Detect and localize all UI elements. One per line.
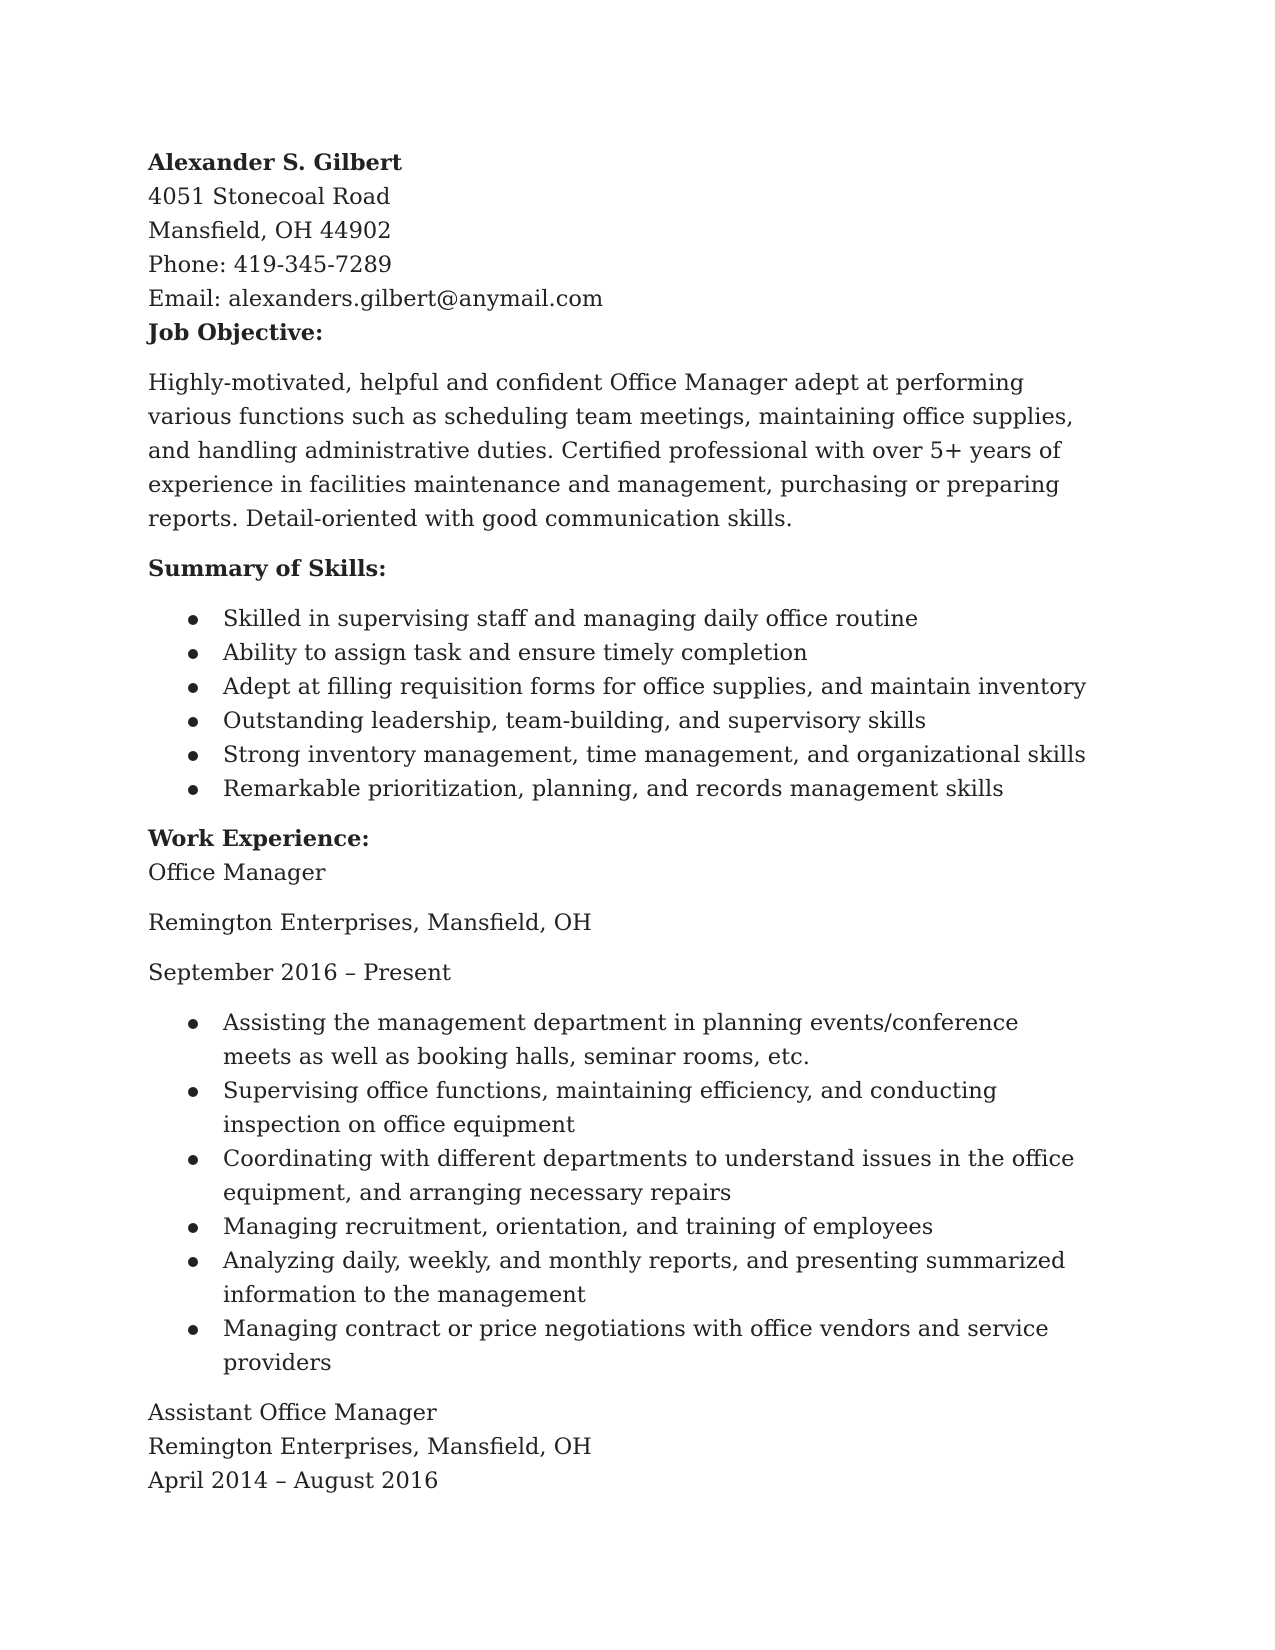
list-item: Coordinating with different departments to understand issues in the office equipment, and arranging necessary repairs bbox=[148, 1142, 1083, 1210]
list-item: Analyzing daily, weekly, and monthly reports, and presenting summarized information to the management bbox=[148, 1244, 1083, 1312]
skills-list bbox=[148, 602, 1148, 806]
skills-heading: Summary of Skills: bbox=[148, 556, 387, 582]
bullet-icon bbox=[188, 1019, 198, 1029]
experience-heading: Work Experience: bbox=[148, 826, 370, 852]
address-line-1: 4051 Stonecoal Road bbox=[148, 184, 391, 210]
bullet-icon bbox=[188, 1223, 198, 1233]
bullet-icon bbox=[188, 717, 198, 727]
list-item: Skilled in supervising staff and managing daily office routine bbox=[148, 602, 1148, 636]
list-item: Strong inventory management, time management, and organizational skills bbox=[148, 738, 1148, 772]
bullet-icon bbox=[188, 1155, 198, 1165]
bullet-icon bbox=[188, 649, 198, 659]
bullet-icon bbox=[188, 751, 198, 761]
list-item: Adept at filling requisition forms for office supplies, and maintain inventory bbox=[148, 670, 1148, 704]
list-item: Remarkable prioritization, planning, and records management skills bbox=[148, 772, 1148, 806]
objective-heading: Job Objective: bbox=[148, 320, 324, 346]
resume-document bbox=[148, 146, 1148, 1498]
bullet-icon bbox=[188, 1257, 198, 1267]
bullet-icon bbox=[188, 615, 198, 625]
list-item: Outstanding leadership, team-building, and supervisory skills bbox=[148, 704, 1148, 738]
list-item: Assisting the management department in planning events/conference meets as well as booking halls, seminar rooms, etc. bbox=[148, 1006, 1083, 1074]
candidate-name: Alexander S. Gilbert bbox=[148, 150, 403, 176]
email-address: Email: alexanders.gilbert@anymail.com bbox=[148, 286, 604, 312]
job-dates: April 2014 – August 2016 bbox=[148, 1468, 439, 1494]
list-item: Ability to assign task and ensure timely completion bbox=[148, 636, 1148, 670]
list-item: Managing contract or price negotiations with office vendors and service providers bbox=[148, 1312, 1083, 1380]
bullet-icon bbox=[188, 1325, 198, 1335]
job-title: Assistant Office Manager bbox=[148, 1400, 437, 1426]
job-duties-list bbox=[148, 1006, 1083, 1380]
phone-number: Phone: 419-345-7289 bbox=[148, 252, 393, 278]
bullet-icon bbox=[188, 785, 198, 795]
job-company: Remington Enterprises, Mansfield, OH bbox=[148, 910, 592, 936]
bullet-icon bbox=[188, 683, 198, 693]
job-company: Remington Enterprises, Mansfield, OH bbox=[148, 1434, 592, 1460]
bullet-icon bbox=[188, 1087, 198, 1097]
list-item: Supervising office functions, maintaining efficiency, and conducting inspection on office equipment bbox=[148, 1074, 1083, 1142]
list-item: Managing recruitment, orientation, and training of employees bbox=[148, 1210, 1083, 1244]
job-title: Office Manager bbox=[148, 860, 326, 886]
address-line-2: Mansfield, OH 44902 bbox=[148, 218, 392, 244]
objective-text: Highly-motivated, helpful and confident Office Manager adept at performing various functions such as scheduling team meetings, maintaining office supplies, and handling administrative duties. Certified professional with over 5+ years of experience in facilities maintenance and management, purchasing or preparing reports. Detail-oriented with good communication skills. bbox=[148, 370, 1074, 532]
job-dates: September 2016 – Present bbox=[148, 960, 451, 986]
